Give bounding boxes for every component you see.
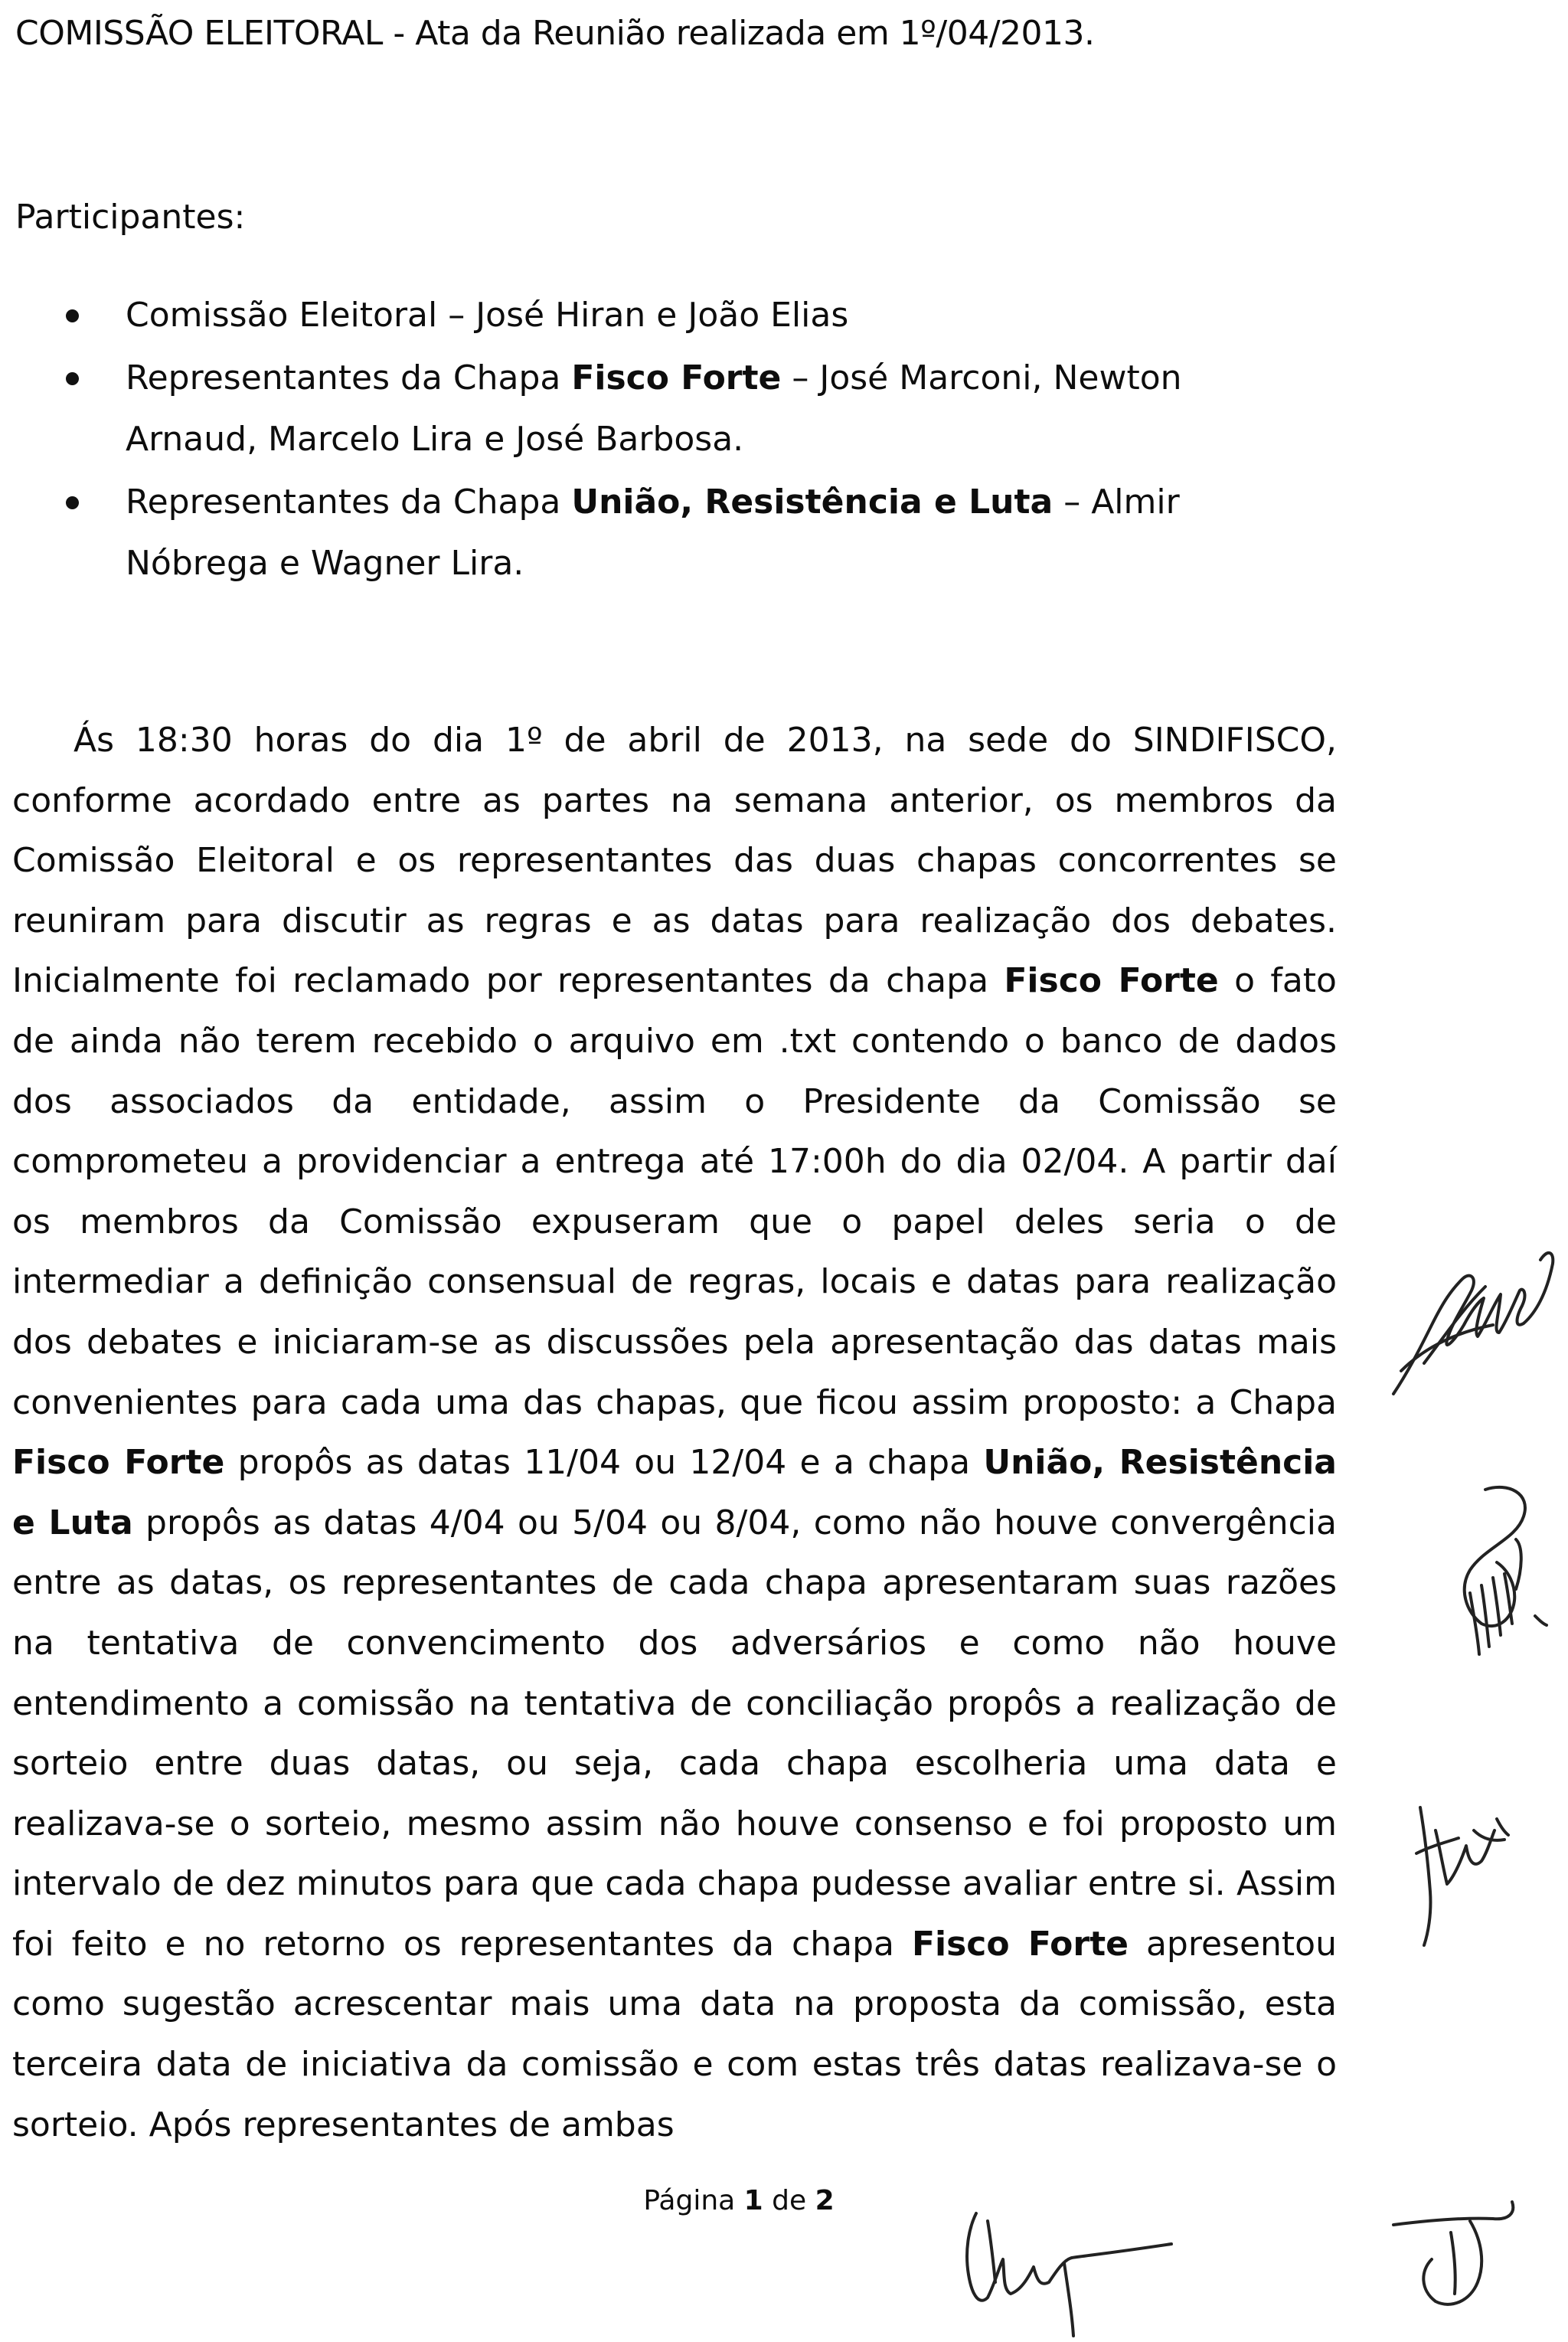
minutes-body [12,711,1337,2155]
signature-1-icon [1378,1218,1562,1409]
participant-text: Representantes da Chapa [126,358,572,397]
footer-separator: de [763,2185,815,2216]
participant-members: – Almir Nóbrega e Wagner Lira. [126,482,1180,583]
participant-item [15,472,1279,594]
bullet-icon [66,372,79,385]
body-segment: propôs as datas 4/04 ou 5/04 ou 8/04, como não houve convergência entre as datas, os representantes de cada chapa apresentaram suas razões na tentativa de convencimento dos adversários e como não houve entendimento a comissão na tentativa de conciliação propôs a realização de sorteio entre duas datas, ou seja, cada chapa escolheria uma data e realizava-se o sorteio, mesmo assim não houve consenso e foi proposto um intervalo de dez minutos para que cada chapa pudesse avaliar entre si. Assim foi feito e no retorno os representantes da chapa [12,1503,1337,1964]
bullet-icon [66,309,79,322]
participant-item [15,285,1279,346]
participant-text: Representantes da Chapa [126,482,572,522]
document-title: COMISSÃO ELEITORAL - Ata da Reunião realizada em 1º/04/2013. [15,14,1095,53]
body-chapa-name: Fisco Forte [1004,961,1219,1001]
participant-members: – José Marconi, Newton Arnaud, Marcelo Lira e José Barbosa. [126,358,1182,459]
body-chapa-name: Fisco Forte [911,1924,1129,1964]
participants-heading: Participantes: [15,198,246,237]
page-footer [0,2184,1478,2217]
participants-list [15,285,1279,596]
footer-page-number: 1 [743,2185,763,2216]
footer-page-total: 2 [815,2185,835,2216]
signature-3-icon [1401,1784,1516,1953]
participant-chapa-name: Fisco Forte [571,358,782,397]
body-segment: o fato de ainda não terem recebido o arquivo em .txt contendo o banco de dados dos associados da entidade, assim o Presidente da Comissão se comprometeu a providenciar a entrega até 17:00h do dia 02/04. A partir daí os membros da Comissão expuseram que o papel deles seria o de intermediar a definição consensual de regras, locais e datas para realização dos debates e iniciaram-se as discussões pela apresentação das datas mais convenientes para cada uma das chapas, que ficou assim proposto: a Chapa [12,961,1337,1422]
signature-5-icon [1378,2187,1531,2324]
bullet-icon [66,496,79,509]
participant-chapa-name: União, Resistência e Luta [571,482,1054,522]
footer-page-label: Página [643,2185,744,2216]
participant-text: Comissão Eleitoral – José Hiran e João Elias [126,296,849,335]
participant-item [15,348,1279,470]
signature-2-icon [1424,1478,1562,1685]
signature-4-icon [957,2198,1187,2342]
body-chapa-name: União, Resistência e Luta [12,1443,1337,1542]
body-chapa-name: Fisco Forte [12,1443,225,1483]
body-segment: propôs as datas 11/04 ou 12/04 e a chapa [224,1443,984,1483]
body-segment: Ás 18:30 horas do dia 1º de abril de 2013, na sede do SINDIFISCO, conforme acordado entre as partes na semana anterior, os membros da Comissão Eleitoral e os representantes das duas chapas concorrentes se reuniram para discutir as regras e as datas para realização dos debates. Inicialmente foi reclamado por representantes da chapa [12,721,1337,1001]
body-segment: apresentou como sugestão acrescentar mais uma data na proposta da comissão, esta terceira data de iniciativa da comissão e com estas três datas realizava-se o sorteio. Após representantes de ambas [12,1924,1337,2144]
